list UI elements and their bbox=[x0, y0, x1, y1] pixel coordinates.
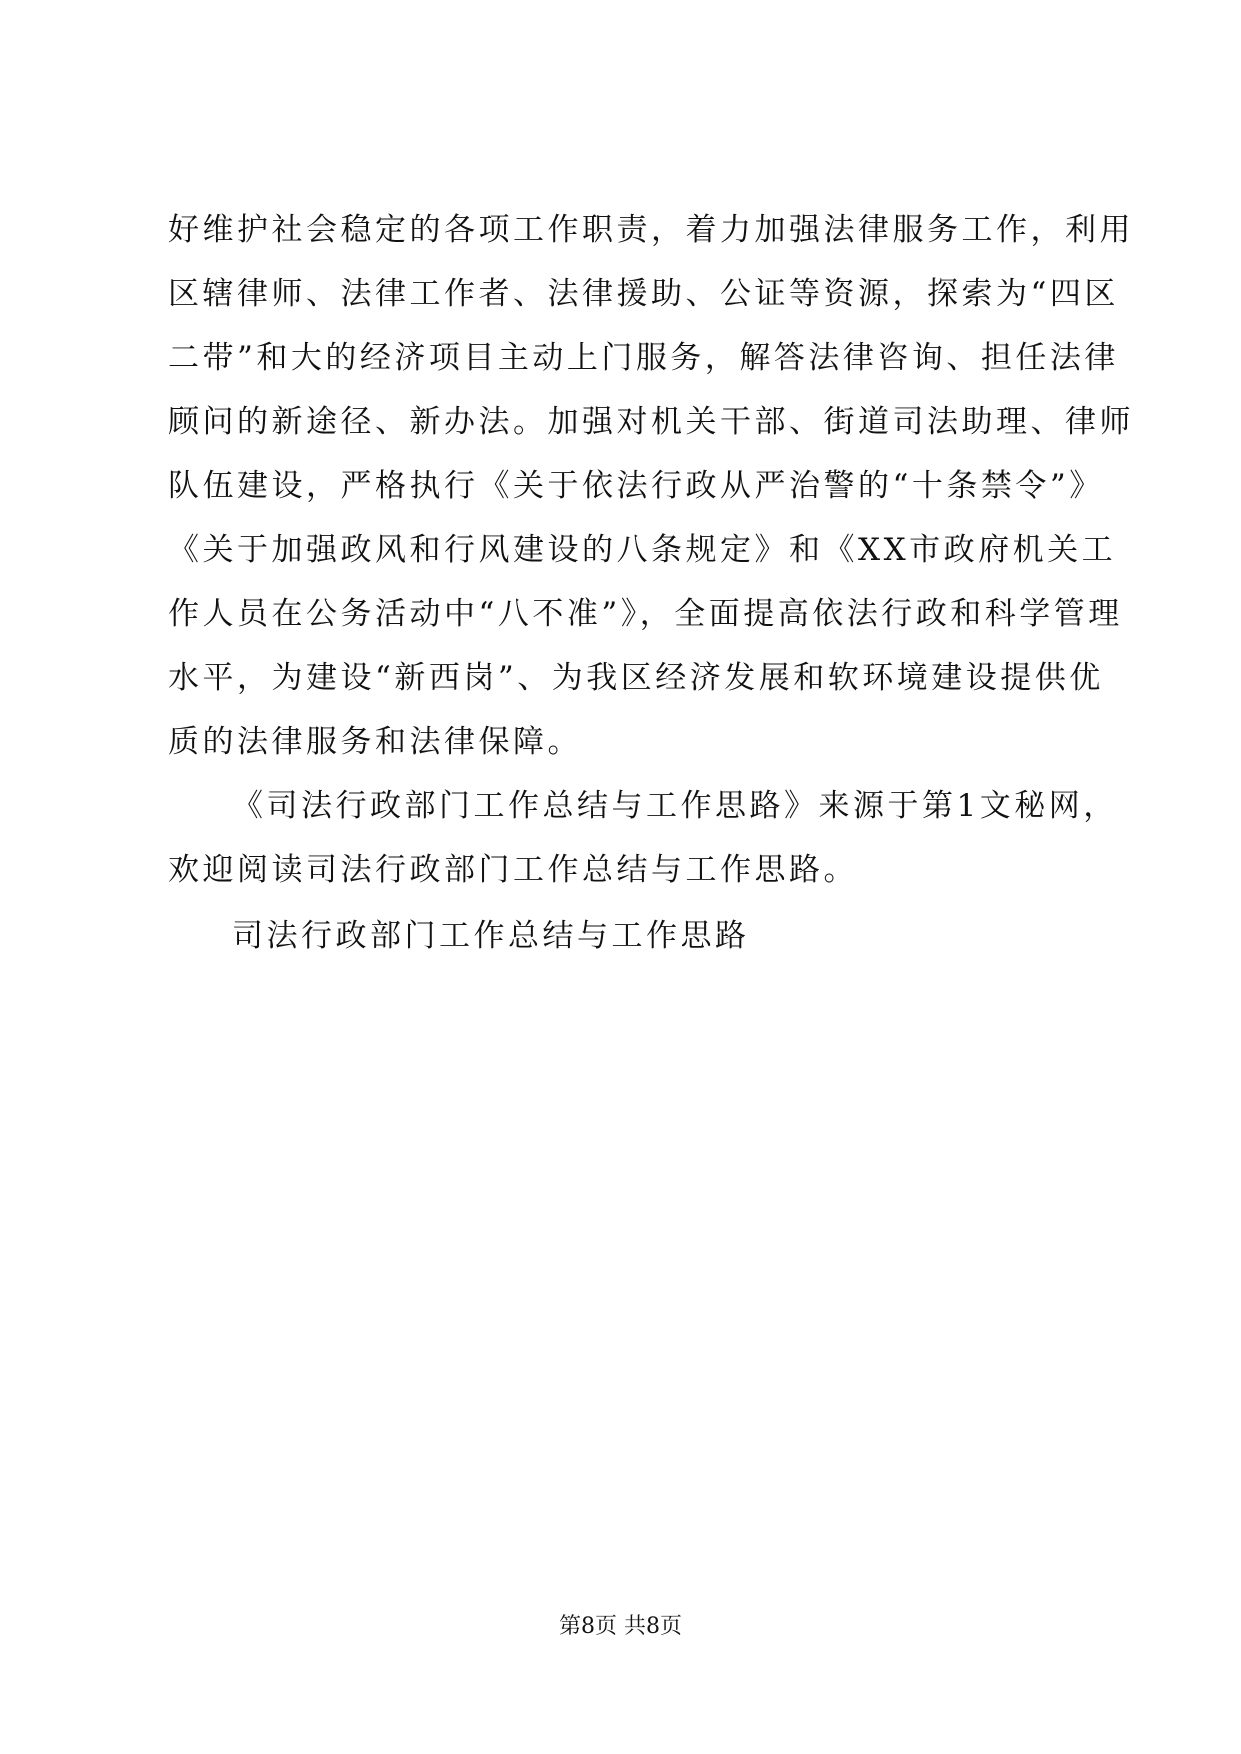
body-line-5: 队伍建设，严格执行《关于依法行政从严治警的“十条禁令”》 bbox=[168, 468, 1104, 504]
body-line-4: 顾问的新途径、新办法。加强对机关干部、街道司法助理、律师 bbox=[168, 404, 1134, 440]
body-line-3: 二带”和大的经济项目主动上门服务，解答法律咨询、担任法律 bbox=[168, 340, 1119, 376]
body-line-6: 《关于加强政风和行风建设的八条规定》和《XX市政府机关工 bbox=[168, 532, 1117, 568]
body-line-2: 区辖律师、法律工作者、法律援助、公证等资源，探索为“四区 bbox=[168, 276, 1119, 312]
source-note-line-1: 《司法行政部门工作总结与工作思路》来源于第1文秘网， bbox=[232, 788, 1118, 824]
page-number-footer: 第8页 共8页 bbox=[559, 1614, 682, 1639]
document-title-line: 司法行政部门工作总结与工作思路 bbox=[232, 918, 750, 954]
body-line-7: 作人员在公务活动中“八不准”》，全面提高依法行政和科学管理 bbox=[168, 596, 1123, 632]
body-line-8: 水平，为建设“新西岗”、为我区经济发展和软环境建设提供优 bbox=[168, 660, 1104, 696]
body-line-1: 好维护社会稳定的各项工作职责，着力加强法律服务工作，利用 bbox=[168, 212, 1134, 248]
body-line-9: 质的法律服务和法律保障。 bbox=[168, 724, 582, 760]
source-note-line-2: 欢迎阅读司法行政部门工作总结与工作思路。 bbox=[168, 852, 858, 888]
